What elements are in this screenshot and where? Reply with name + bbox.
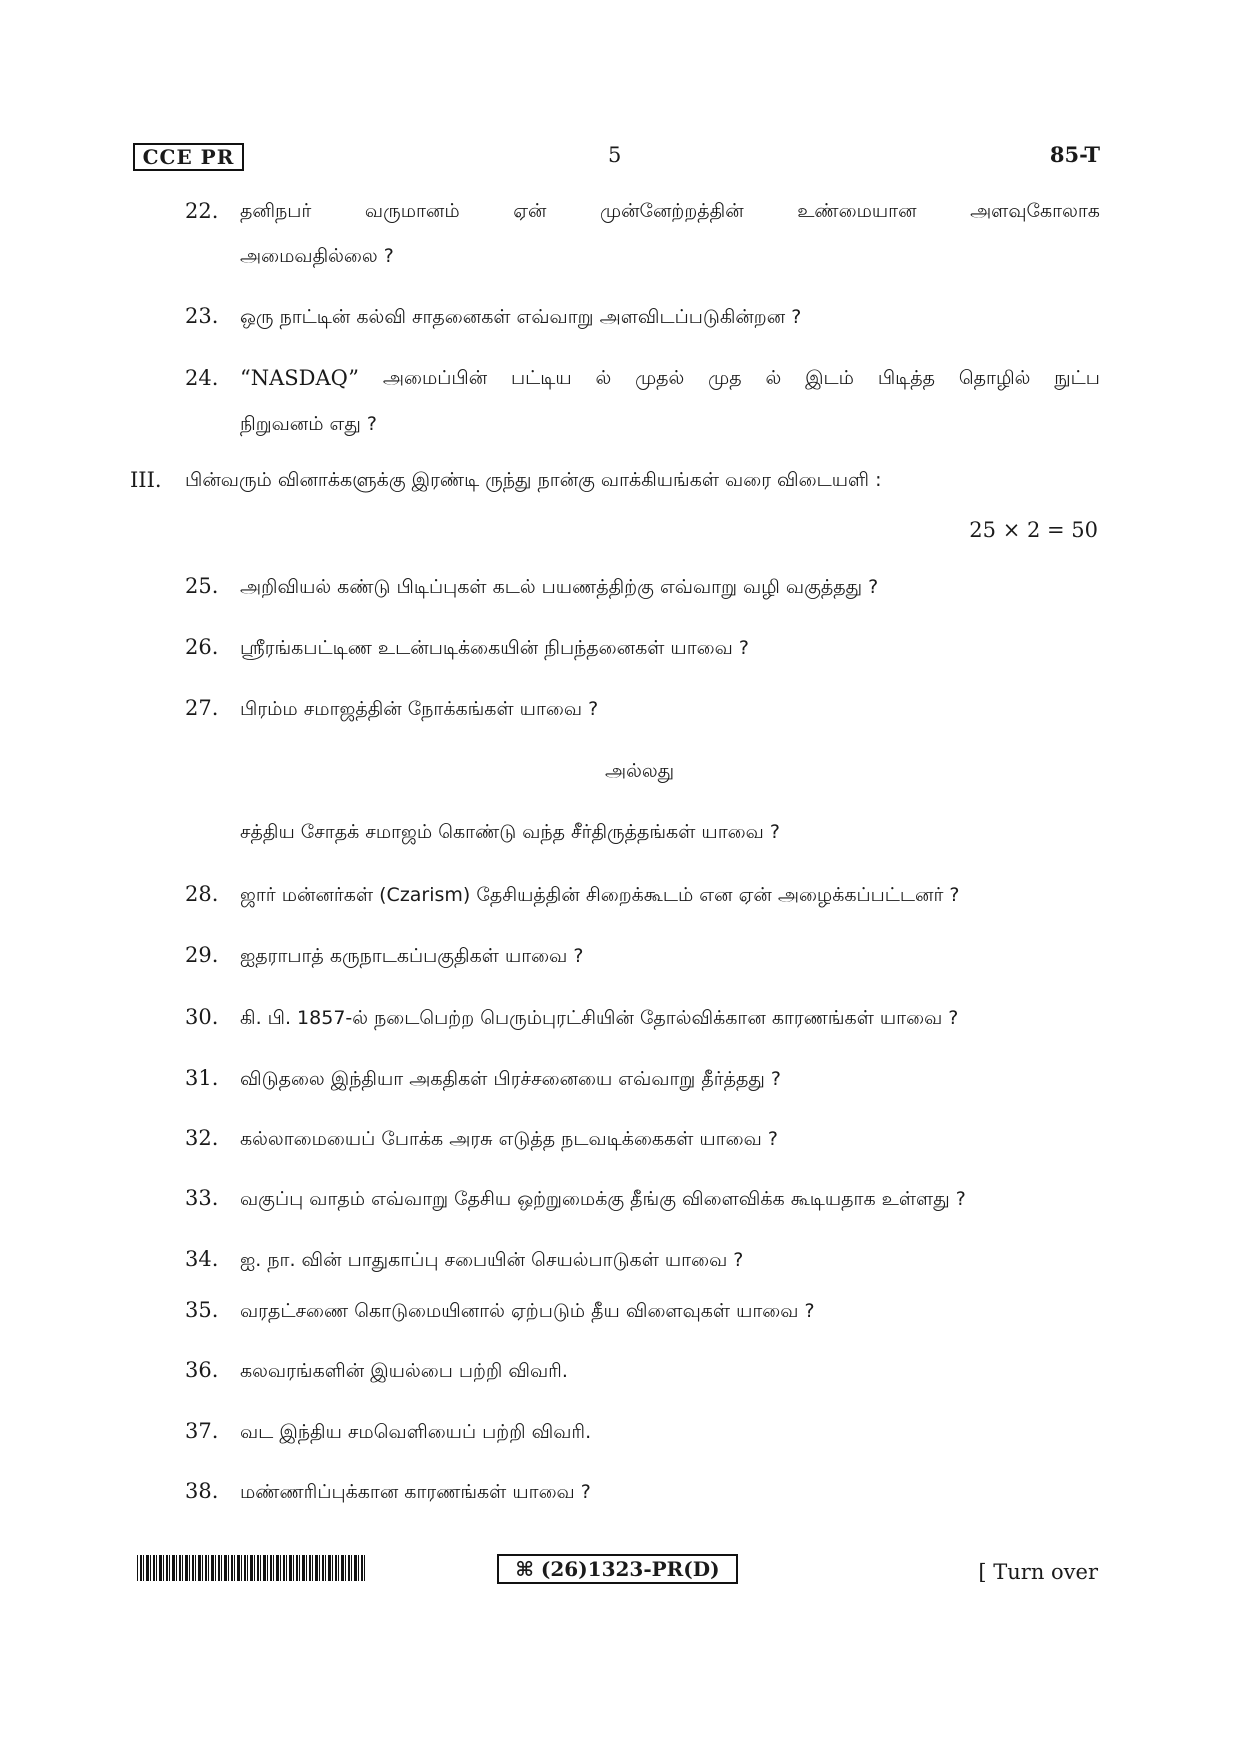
question-32 xyxy=(185,1124,778,1153)
word: நுட்ப xyxy=(1054,367,1100,389)
question-38 xyxy=(185,1477,591,1506)
word: ஏன் xyxy=(513,200,547,222)
word: தொழில் xyxy=(958,367,1031,389)
word: அளவுகோலாக xyxy=(970,200,1100,222)
question-37 xyxy=(185,1417,591,1446)
question-23 xyxy=(185,302,801,331)
series-box: CCE PR xyxy=(133,143,244,171)
question-number: 23. xyxy=(185,304,219,328)
question-33 xyxy=(185,1184,966,1213)
question-number: 31. xyxy=(185,1066,219,1090)
question-24-continuation: நிறுவனம் எது ? xyxy=(240,413,377,435)
footer-code: ⌘ (26)1323-PR(D) xyxy=(497,1554,738,1584)
question-text: கல்லாமையைப் போக்க அரசு எடுத்த நடவடிக்கைகள் யாவை ? xyxy=(240,1128,778,1150)
question-text: வகுப்பு வாதம் எவ்வாறு தேசிய ஒற்றுமைக்கு தீங்கு விளைவிக்க கூடியதாக உள்ளது ? xyxy=(240,1188,966,1210)
question-number: 27. xyxy=(185,696,219,720)
word: முன்னேற்றத்தின் xyxy=(599,200,744,222)
word: உண்மையான xyxy=(797,200,917,222)
question-31 xyxy=(185,1064,781,1093)
section-instruction: பின்வரும் வினாக்களுக்கு இரண்டி ருந்து நான்கு வாக்கியங்கள் வரை விடையளி : xyxy=(185,469,882,491)
word: முத xyxy=(708,367,742,389)
question-29 xyxy=(185,941,583,970)
section-number: III. xyxy=(130,468,162,492)
question-22-line xyxy=(240,197,1100,225)
word: பட்டிய xyxy=(510,367,572,389)
word: “NASDAQ” xyxy=(240,366,360,390)
word: இடம் xyxy=(805,367,854,389)
word: பிடித்த xyxy=(877,367,936,389)
paper-code: 85-T xyxy=(1049,142,1100,167)
question-text: பிரம்ம சமாஜத்தின் நோக்கங்கள் யாவை ? xyxy=(240,698,599,720)
question-number: 36. xyxy=(185,1358,219,1382)
question-number: 22. xyxy=(185,199,219,223)
question-35 xyxy=(185,1296,815,1325)
question-number: 33. xyxy=(185,1186,219,1210)
question-number: 35. xyxy=(185,1298,219,1322)
question-24 xyxy=(185,364,240,392)
question-text: ஜார் மன்னர்கள் (Czarism) தேசியத்தின் சிறைக்கூடம் என ஏன் அழைக்கப்பட்டனர் ? xyxy=(240,884,960,906)
word: வருமானம் xyxy=(364,200,460,222)
question-30 xyxy=(185,1003,958,1032)
section-marks: 25 × 2 = 50 xyxy=(969,518,1098,542)
question-number: 37. xyxy=(185,1419,219,1443)
question-text: வரதட்சணை கொடுமையினால் ஏற்படும் தீய விளைவுகள் யாவை ? xyxy=(240,1300,815,1322)
question-number: 29. xyxy=(185,943,219,967)
question-22-continuation: அமைவதில்லை ? xyxy=(240,245,394,267)
word: ல் xyxy=(765,367,782,389)
question-text: ஒரு நாட்டின் கல்வி சாதனைகள் எவ்வாறு அளவிடப்படுகின்றன ? xyxy=(240,306,802,328)
question-number: 34. xyxy=(185,1247,219,1271)
question-text: வட இந்திய சமவெளியைப் பற்றி விவரி. xyxy=(240,1421,592,1443)
word: தனிநபர் xyxy=(240,200,312,222)
question-36 xyxy=(185,1356,568,1385)
question-25 xyxy=(185,572,878,601)
question-number: 25. xyxy=(185,574,219,598)
question-27-alternative: சத்திய சோதக் சமாஜம் கொண்டு வந்த சீர்திருத்தங்கள் யாவை ? xyxy=(240,821,780,843)
word: முதல் xyxy=(635,367,685,389)
question-number: 38. xyxy=(185,1479,219,1503)
question-28 xyxy=(185,880,960,909)
or-separator: அல்லது xyxy=(605,760,675,782)
barcode xyxy=(137,1555,367,1581)
question-26 xyxy=(185,633,749,662)
question-text: கலவரங்களின் இயல்பை பற்றி விவரி. xyxy=(240,1360,568,1382)
question-text: ஸ்ரீரங்கபட்டிண உடன்படிக்கையின் நிபந்தனைகள் யாவை ? xyxy=(240,637,749,659)
question-text: மண்ணரிப்புக்கான காரணங்கள் யாவை ? xyxy=(240,1481,591,1503)
question-text: ஐ. நா. வின் பாதுகாப்பு சபையின் செயல்பாடுகள் யாவை ? xyxy=(240,1249,744,1271)
question-number: 26. xyxy=(185,635,219,659)
question-24-line xyxy=(240,364,1100,392)
question-text: அறிவியல் கண்டு பிடிப்புகள் கடல் பயணத்திற்கு எவ்வாறு வழி வகுத்தது ? xyxy=(240,576,879,598)
question-text: ஐதராபாத் கருநாடகப்பகுதிகள் யாவை ? xyxy=(240,945,584,967)
question-text: கி. பி. 1857-ல் நடைபெற்ற பெரும்புரட்சியின் தோல்விக்கான காரணங்கள் யாவை ? xyxy=(240,1007,959,1029)
question-text: விடுதலை இந்தியா அகதிகள் பிரச்சனையை எவ்வாறு தீர்த்தது ? xyxy=(240,1068,782,1090)
question-27 xyxy=(185,694,598,723)
turn-over-note: [ Turn over xyxy=(978,1560,1098,1584)
question-22 xyxy=(185,197,240,225)
question-number: 28. xyxy=(185,882,219,906)
question-number: 32. xyxy=(185,1126,219,1150)
page-number: 5 xyxy=(608,143,622,167)
word: அமைப்பின் xyxy=(382,367,488,389)
word: ல் xyxy=(595,367,612,389)
question-34 xyxy=(185,1245,743,1274)
question-number: 30. xyxy=(185,1005,219,1029)
question-number: 24. xyxy=(185,366,219,390)
